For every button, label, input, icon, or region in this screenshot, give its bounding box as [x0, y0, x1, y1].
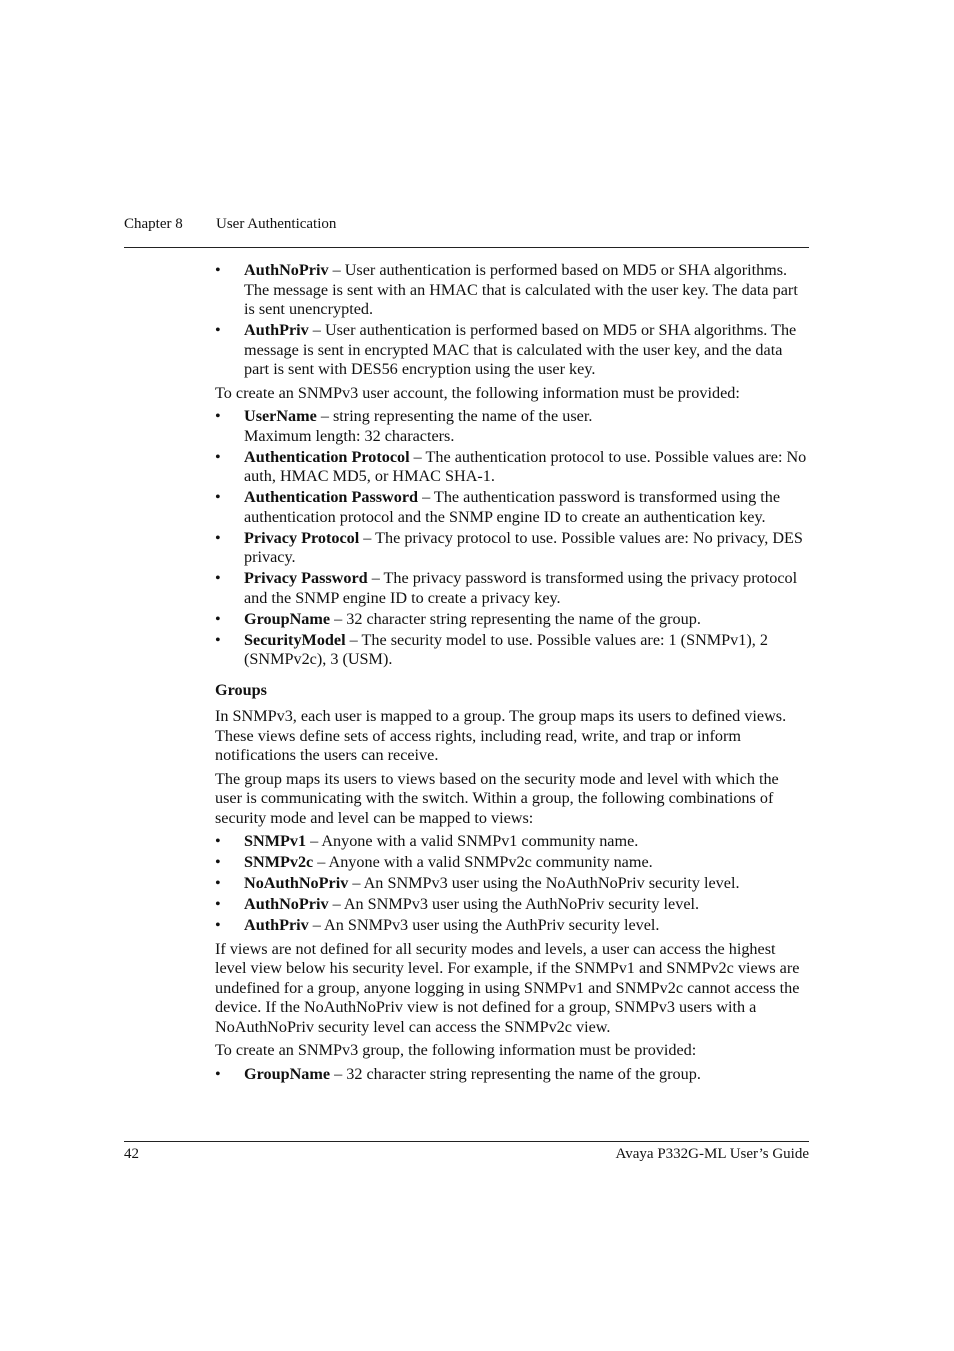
- list-item: [215, 321, 809, 380]
- list-item: [215, 610, 809, 630]
- list-text: – User authentication is performed based on MD5 or SHA algorithms. The message is sent with an HMAC that is calculated with the user key. The data part is sent unencrypted.: [244, 261, 798, 318]
- list-term: NoAuthNoPriv: [244, 874, 349, 892]
- list-term: Privacy Password: [244, 569, 368, 587]
- views-paragraph: If views are not defined for all security modes and levels, a user can access the highest level view below his security level. For example, if the SNMPv1 and SNMPv2c views are undefined for a group, anyone logging in using SNMPv1 and SNMPv2c cannot access the device. If the NoAuthNoPriv view is not defined for a group, SNMPv3 users with a NoAuthNoPriv security level can access the SNMPv2c view.: [215, 939, 800, 1036]
- security-level-list: [215, 261, 809, 380]
- list-item: [215, 261, 809, 320]
- list-item: [215, 631, 809, 670]
- list-item: [215, 529, 809, 568]
- list-text: – string representing the name of the user.: [316, 407, 593, 425]
- list-term: Authentication Password: [244, 488, 419, 506]
- list-text: – 32 character string representing the name of the group.: [330, 609, 701, 628]
- groups-paragraph-1: In SNMPv3, each user is mapped to a group. The group maps its users to defined views. These views define sets of access rights, including read, write, and trap or inform notifications the users can receive.: [215, 707, 787, 764]
- list-text: – User authentication is performed based on MD5 or SHA algorithms. The message is sent in encrypted MAC that is calculated with the user key, and the data part is sent with DES56 encryption using the user key.: [244, 321, 797, 378]
- list-term: Privacy Protocol: [244, 528, 360, 547]
- list-text-extra: Maximum length: 32 characters.: [244, 426, 455, 445]
- list-text: – 32 character string representing the name of the group.: [330, 1064, 701, 1083]
- list-text: – An SNMPv3 user using the AuthPriv security level.: [308, 916, 660, 934]
- list-item: [215, 448, 809, 487]
- page-body: [215, 261, 809, 1086]
- section-title: User Authentication: [216, 216, 337, 232]
- user-account-intro: To create an SNMPv3 user account, the following information must be provided:: [215, 383, 740, 402]
- list-item: [215, 569, 809, 608]
- groups-heading: Groups: [215, 680, 267, 699]
- list-text: – The authentication password is transformed using the authentication protocol and the SNMP engine ID to create an authentication key.: [244, 488, 781, 526]
- list-term: GroupName: [244, 609, 331, 628]
- list-text: – Anyone with a valid SNMPv1 community name.: [306, 832, 639, 850]
- page-footer: [124, 1141, 809, 1167]
- list-term: SecurityModel: [244, 630, 346, 649]
- user-account-fields-list: [215, 407, 809, 670]
- list-text: – An SNMPv3 user using the NoAuthNoPriv security level.: [348, 874, 740, 892]
- page-header: [124, 216, 809, 248]
- security-mode-list: [215, 832, 809, 936]
- group-fields-list: [215, 1065, 809, 1085]
- list-item: [215, 1065, 809, 1085]
- list-item: [215, 407, 809, 446]
- list-item: [215, 874, 809, 894]
- list-term: AuthNoPriv: [244, 261, 329, 279]
- guide-title: Avaya P332G-ML User’s Guide: [615, 1146, 809, 1162]
- list-text: – The privacy protocol to use. Possible values are: No privacy, DES privacy.: [244, 528, 803, 566]
- list-item: [215, 832, 809, 852]
- list-term: Authentication Protocol: [244, 447, 410, 466]
- list-item: [215, 895, 809, 915]
- list-text: – An SNMPv3 user using the AuthNoPriv security level.: [328, 895, 700, 913]
- list-text: – The privacy password is transformed using the privacy protocol and the SNMP engine ID to create a privacy key.: [244, 569, 798, 607]
- list-term: AuthPriv: [244, 916, 309, 934]
- list-term: UserName: [244, 407, 317, 425]
- list-term: SNMPv1: [244, 832, 307, 850]
- list-term: SNMPv2c: [244, 853, 314, 871]
- list-text: – The security model to use. Possible values are: 1 (SNMPv1), 2 (SNMPv2c), 3 (USM).: [244, 630, 768, 668]
- groups-paragraph-2: The group maps its users to views based on the security mode and level with which the user is communicating with the switch. Within a group, the following combinations of security mode and level can be mapped to views:: [215, 769, 779, 827]
- list-text: – Anyone with a valid SNMPv2c community name.: [313, 853, 653, 871]
- list-term: AuthNoPriv: [244, 895, 329, 913]
- list-term: GroupName: [244, 1064, 331, 1083]
- list-item: [215, 916, 809, 936]
- chapter-label: Chapter 8: [124, 216, 183, 232]
- list-term: AuthPriv: [244, 321, 309, 339]
- group-create-intro: To create an SNMPv3 group, the following information must be provided:: [215, 1041, 697, 1059]
- list-item: [215, 488, 809, 527]
- page-number: 42: [124, 1146, 139, 1162]
- list-text: – The authentication protocol to use. Possible values are: No auth, HMAC MD5, or HMAC SHA-1.: [244, 447, 807, 485]
- list-item: [215, 853, 809, 873]
